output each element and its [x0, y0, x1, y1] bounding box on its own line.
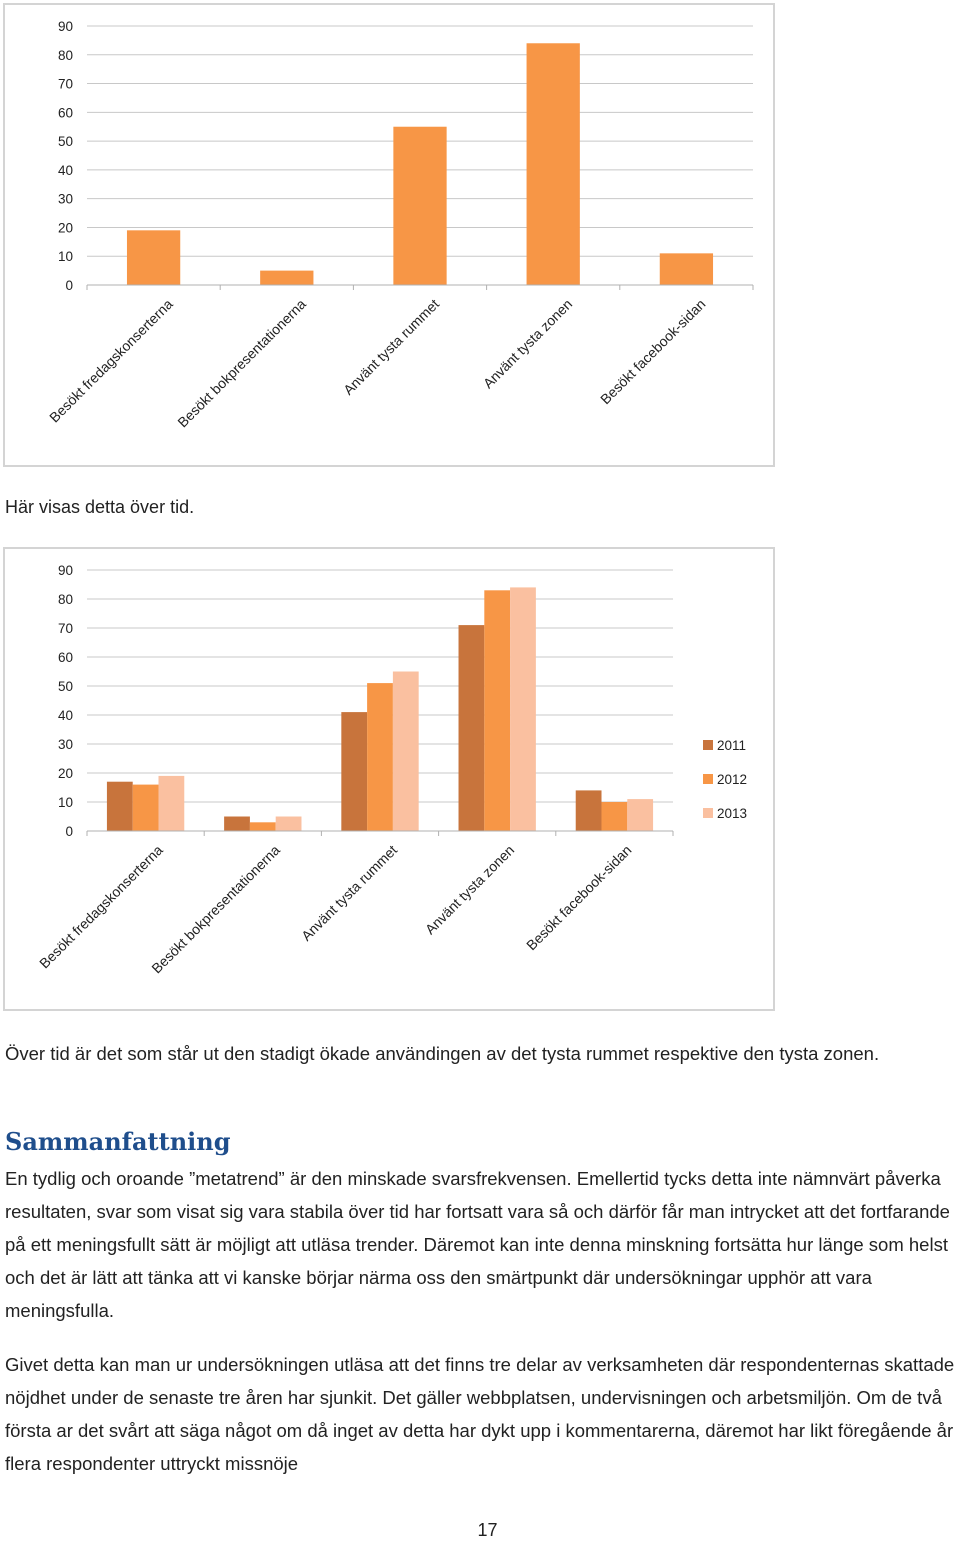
bar-2012-3 — [484, 590, 510, 831]
legend-swatch-2012 — [703, 774, 713, 784]
legend-swatch-2011 — [703, 740, 713, 750]
x-category-label: Besökt facebook-sidan — [523, 841, 635, 954]
x-category-label: Besökt bokpresentationerna — [174, 295, 309, 431]
y-tick-label: 70 — [57, 621, 73, 636]
bar-2013-1 — [276, 817, 302, 832]
legend-swatch-2013 — [703, 808, 713, 818]
y-tick-label: 90 — [57, 563, 73, 578]
y-tick-label: 30 — [57, 191, 73, 207]
y-tick-label: 80 — [57, 47, 73, 63]
y-tick-label: 0 — [65, 824, 73, 839]
y-tick-label: 40 — [57, 708, 73, 723]
paragraph-summary-2: Givet detta kan man ur undersökningen utläsa att det finns tre delar av verksamheten där respondenternas skattade nöjdhet under de senaste tre åren har sjunkit. Det gäller webbplatsen, undervisningen och arbetsmiljön. Om de två första ar det svårt att säga något om då inget av detta har dykt upp i kommentarerna, däremot har likt föregående år flera respondenter uttryckt missnöje — [5, 1354, 955, 1474]
bar-2012-2 — [367, 683, 393, 831]
bar-2011-4 — [576, 790, 602, 831]
section-heading: Sammanfattning — [5, 1127, 231, 1156]
x-category-label: Använt tysta zonen — [479, 295, 576, 392]
bar-2013-0 — [158, 776, 184, 831]
y-tick-label: 20 — [57, 766, 73, 781]
legend-label: 2013 — [717, 806, 748, 821]
y-tick-label: 60 — [57, 105, 73, 121]
x-category-label: Besökt fredagskonserterna — [46, 295, 176, 426]
bar-2012-1 — [250, 822, 276, 831]
chart-visits-by-year-svg — [5, 549, 773, 1009]
caption-over-time: Här visas detta över tid. — [5, 497, 195, 517]
bar-2013-3 — [510, 587, 536, 831]
y-tick-label: 90 — [57, 19, 73, 34]
x-category-label: Besökt bokpresentationerna — [148, 841, 283, 977]
bar-2012-4 — [602, 802, 628, 831]
y-tick-label: 70 — [57, 76, 73, 92]
bar-value-3 — [527, 43, 580, 285]
paragraph-summary-1: En tydlig och oroande ”metatrend” är den minskade svarsfrekvensen. Emellertid tycks detta inte nämnvärt påverka resultaten, svar som visat sig vara stabila över tid har fortsatt vara så och därför får man intrycket att det fortfarande på ett meningsfullt sätt är möjligt att utläsa trender. Däremot kan inte denna minskning fortsätta hur länge som helst och det är lätt att tänka att vi kanske börjar närma oss den smärtpunkt där undersökningar upphör att vara meningsfulla. — [5, 1168, 950, 1321]
page-number: 17 — [477, 1520, 498, 1540]
x-category-label: Använt tysta rummet — [298, 841, 401, 944]
y-tick-label: 10 — [57, 795, 73, 810]
bar-2013-4 — [627, 799, 653, 831]
y-tick-label: 50 — [57, 134, 73, 150]
bar-2013-2 — [393, 672, 419, 832]
y-tick-label: 30 — [57, 737, 73, 752]
legend-label: 2012 — [717, 772, 748, 787]
bar-2011-3 — [459, 625, 485, 831]
y-tick-label: 60 — [57, 650, 73, 665]
bar-2011-2 — [341, 712, 367, 831]
x-category-label: Använt tysta zonen — [421, 841, 518, 938]
y-tick-label: 0 — [65, 278, 73, 293]
bar-value-4 — [660, 253, 713, 285]
caption-trend: Över tid är det som står ut den stadigt ökade användingen av det tysta rummet respektive den tysta zonen. — [5, 1043, 880, 1064]
bar-2012-0 — [133, 785, 159, 831]
y-tick-label: 80 — [57, 592, 73, 607]
bar-2011-1 — [224, 817, 250, 832]
bar-value-1 — [260, 271, 313, 285]
y-tick-label: 50 — [57, 679, 73, 694]
y-tick-label: 40 — [57, 162, 73, 178]
chart-visits-single-svg — [5, 5, 773, 465]
legend-label: 2011 — [717, 738, 747, 753]
bar-2011-0 — [107, 782, 133, 831]
chart-visits-single — [3, 3, 775, 467]
x-category-label: Använt tysta rummet — [340, 295, 443, 398]
y-tick-label: 10 — [57, 249, 73, 265]
x-category-label: Besökt facebook-sidan — [597, 295, 709, 408]
x-category-label: Besökt fredagskonserterna — [36, 841, 166, 972]
y-tick-label: 20 — [57, 220, 73, 236]
bar-value-0 — [127, 230, 180, 285]
bar-value-2 — [393, 127, 446, 285]
chart-visits-by-year — [3, 547, 775, 1011]
